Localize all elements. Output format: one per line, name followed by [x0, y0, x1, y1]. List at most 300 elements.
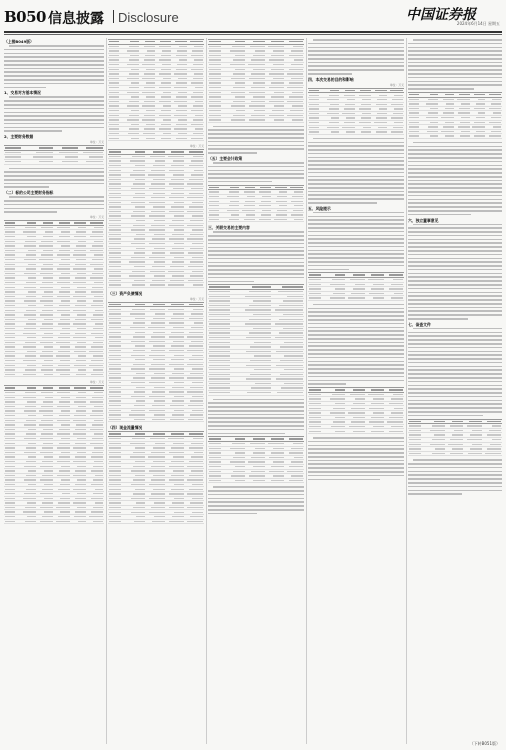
table-cell	[227, 118, 246, 123]
table-cell	[288, 217, 304, 222]
section-heading: （三）资产负债情况	[108, 290, 143, 296]
table-cell	[308, 130, 324, 135]
text-line	[4, 112, 104, 114]
table-cell	[272, 217, 288, 222]
text-line	[208, 173, 304, 175]
text-line	[408, 69, 502, 71]
text-line	[208, 498, 304, 500]
body-paragraph	[4, 45, 104, 88]
text-line	[408, 273, 502, 275]
text-line	[408, 400, 502, 402]
table-cell	[471, 134, 487, 139]
table-row	[308, 296, 404, 301]
text-line	[408, 385, 502, 387]
table-row	[208, 390, 304, 395]
financial-table	[208, 39, 304, 123]
text-line	[408, 195, 502, 197]
text-line	[308, 187, 404, 189]
text-line	[408, 88, 474, 90]
financial-table	[108, 149, 204, 288]
table-row	[308, 429, 404, 434]
column-divider	[306, 38, 307, 744]
financial-table	[4, 385, 104, 524]
text-line	[208, 148, 304, 150]
table-cell	[388, 130, 404, 135]
text-line	[408, 373, 502, 375]
table-cell	[87, 372, 104, 377]
table-cell	[21, 372, 38, 377]
table-row	[4, 159, 104, 164]
text-line	[4, 87, 46, 89]
financial-table	[308, 387, 404, 434]
text-line	[408, 292, 502, 294]
text-line	[308, 47, 404, 49]
text-line	[408, 176, 502, 178]
text-line	[213, 231, 304, 233]
text-line	[308, 145, 404, 147]
text-line	[308, 54, 404, 56]
text-line	[308, 257, 404, 259]
table-cell	[140, 136, 156, 141]
text-line	[4, 123, 104, 125]
table-cell	[172, 136, 188, 141]
table-cell	[108, 136, 124, 141]
text-line	[408, 161, 502, 163]
text-line	[408, 351, 502, 353]
text-line	[408, 396, 502, 398]
text-line	[4, 175, 104, 177]
text-line	[408, 239, 502, 241]
text-line	[408, 318, 468, 320]
unit-note: 单位：万元	[190, 144, 204, 149]
table-cell	[54, 372, 71, 377]
section-heading: （四）现金流量情况	[108, 425, 143, 431]
text-line	[308, 235, 404, 237]
text-line	[413, 142, 502, 144]
table-cell	[71, 519, 88, 524]
text-line	[408, 269, 502, 271]
table-cell	[266, 478, 285, 483]
table-cell	[54, 159, 79, 164]
text-line	[4, 171, 104, 173]
body-paragraph	[308, 437, 404, 480]
text-line	[208, 414, 304, 416]
text-line	[308, 62, 404, 64]
text-line	[408, 246, 502, 248]
text-line	[408, 407, 502, 409]
text-line	[308, 194, 404, 196]
text-line	[308, 364, 404, 366]
text-line	[413, 224, 502, 226]
text-line	[213, 486, 304, 488]
text-line	[208, 262, 304, 264]
text-line	[313, 138, 404, 140]
table-cell	[408, 134, 424, 139]
text-line	[408, 180, 502, 182]
text-line	[308, 198, 404, 200]
text-line	[308, 216, 404, 218]
text-line	[4, 204, 104, 206]
text-line	[208, 145, 304, 147]
section-title: 信息披露	[48, 11, 104, 27]
text-line	[408, 258, 502, 260]
table-cell	[156, 136, 172, 141]
body-paragraph	[408, 39, 502, 90]
text-line	[208, 421, 304, 423]
table-cell	[185, 417, 204, 422]
table-cell	[37, 372, 54, 377]
table-cell	[166, 283, 185, 288]
table-cell	[21, 519, 38, 524]
text-line	[313, 212, 404, 214]
text-line	[408, 343, 502, 345]
text-line	[308, 265, 404, 267]
text-line	[408, 62, 502, 64]
table-cell	[266, 118, 285, 123]
text-line	[4, 60, 104, 62]
text-line	[408, 358, 502, 360]
table-cell	[108, 283, 127, 288]
text-line	[208, 243, 304, 245]
table-cell	[272, 390, 304, 395]
text-line	[208, 501, 304, 503]
text-line	[208, 170, 304, 172]
text-line	[308, 261, 404, 263]
text-line	[208, 181, 272, 183]
text-line	[308, 323, 404, 325]
text-line	[308, 153, 404, 155]
text-line	[308, 253, 404, 255]
table-cell	[366, 296, 385, 301]
text-line	[408, 471, 502, 473]
section-heading: 四、本次交易的目的和影响	[308, 76, 354, 82]
table-cell	[4, 372, 21, 377]
text-line	[208, 494, 304, 496]
text-line	[308, 456, 404, 458]
text-line	[308, 231, 404, 233]
text-line	[408, 58, 502, 60]
text-line	[308, 172, 404, 174]
table-cell	[127, 519, 146, 524]
text-line	[413, 39, 502, 41]
text-line	[408, 187, 502, 189]
text-line	[408, 157, 502, 159]
financial-table	[4, 220, 104, 377]
text-line	[4, 83, 104, 85]
text-line	[408, 47, 502, 49]
article-columns	[4, 38, 502, 744]
table-cell	[427, 451, 446, 456]
text-line	[4, 179, 104, 181]
text-line	[408, 43, 502, 45]
body-paragraph	[4, 196, 104, 213]
text-line	[308, 372, 404, 374]
text-line	[408, 486, 502, 488]
text-line	[308, 441, 404, 443]
section-heading: 五、风险提示	[308, 205, 331, 211]
table-cell	[188, 136, 204, 141]
table-cell	[385, 296, 404, 301]
section-heading: （二）标的公司主要财务指标	[4, 190, 54, 196]
text-line	[4, 100, 104, 102]
text-line	[408, 392, 502, 394]
table-cell	[285, 478, 304, 483]
text-line	[408, 77, 502, 79]
table-cell	[4, 159, 29, 164]
text-line	[408, 339, 502, 341]
text-line	[308, 311, 404, 313]
text-line	[4, 64, 104, 66]
text-line	[408, 206, 502, 208]
text-line	[408, 482, 502, 484]
text-line	[408, 463, 502, 465]
body-paragraph	[208, 486, 304, 514]
table-cell	[424, 134, 440, 139]
text-line	[4, 56, 104, 58]
table-cell	[327, 429, 346, 434]
table-cell	[87, 519, 104, 524]
text-line	[308, 380, 404, 382]
table-cell	[37, 519, 54, 524]
text-line	[208, 281, 254, 283]
text-line	[408, 388, 502, 390]
table-cell	[146, 519, 165, 524]
text-line	[308, 246, 404, 248]
body-paragraph	[408, 328, 502, 417]
page-code: B050	[4, 8, 46, 26]
table-cell	[346, 429, 365, 434]
table-cell	[240, 217, 256, 222]
text-line	[313, 39, 404, 41]
text-line	[4, 130, 62, 132]
text-line	[408, 490, 502, 492]
table-cell	[483, 451, 502, 456]
text-line	[408, 265, 502, 267]
text-line	[208, 410, 304, 412]
text-line	[308, 315, 404, 317]
text-line	[4, 104, 104, 106]
unit-note: 单位：万元	[390, 82, 404, 87]
text-line	[408, 415, 483, 417]
text-line	[308, 223, 404, 225]
body-paragraph	[308, 138, 404, 204]
table-cell	[208, 118, 227, 123]
table-cell	[464, 451, 483, 456]
text-line	[208, 273, 304, 275]
financial-table	[208, 436, 304, 483]
unit-note: 单位：万元	[90, 140, 104, 145]
text-line	[308, 50, 404, 52]
text-line	[208, 265, 304, 267]
financial-table	[308, 272, 404, 301]
body-paragraph	[308, 212, 404, 270]
text-line	[308, 368, 404, 370]
masthead-rule-thin	[4, 34, 502, 35]
text-line	[408, 172, 502, 174]
text-line	[408, 362, 502, 364]
text-line	[308, 353, 404, 355]
table-cell	[54, 519, 71, 524]
text-line	[308, 383, 346, 385]
text-line	[308, 338, 404, 340]
text-line	[308, 479, 380, 481]
financial-table	[208, 284, 304, 395]
text-line	[4, 79, 104, 81]
text-line	[408, 310, 502, 312]
text-line	[208, 141, 304, 143]
text-line	[4, 127, 104, 129]
table-row	[108, 417, 204, 422]
text-line	[308, 164, 404, 166]
text-line	[408, 369, 502, 371]
text-line	[308, 250, 404, 252]
table-cell	[29, 159, 54, 164]
table-cell	[385, 429, 404, 434]
text-line	[408, 191, 502, 193]
text-line	[4, 71, 104, 73]
text-line	[408, 377, 502, 379]
table-cell	[166, 519, 185, 524]
text-line	[408, 235, 502, 237]
text-line	[208, 137, 304, 139]
text-line	[408, 210, 502, 212]
text-line	[208, 235, 304, 237]
text-line	[9, 196, 104, 198]
table-cell	[408, 451, 427, 456]
body-paragraph	[4, 96, 104, 132]
body-paragraph	[208, 126, 304, 154]
text-line	[308, 376, 404, 378]
table-cell	[240, 390, 272, 395]
table-cell	[455, 134, 471, 139]
text-line	[408, 202, 502, 204]
column-5	[408, 38, 502, 744]
text-line	[408, 214, 471, 216]
financial-table	[208, 185, 304, 223]
table-cell	[246, 478, 265, 483]
text-line	[408, 254, 502, 256]
column-divider	[206, 38, 207, 744]
text-line	[408, 411, 502, 413]
text-line	[208, 269, 304, 271]
text-line	[408, 493, 462, 495]
text-line	[4, 208, 104, 210]
financial-table	[308, 88, 404, 135]
table-row	[4, 519, 104, 524]
financial-table	[408, 92, 502, 139]
text-line	[308, 202, 377, 204]
text-line	[408, 303, 502, 305]
table-cell	[208, 217, 224, 222]
text-line	[313, 304, 404, 306]
text-line	[408, 231, 502, 233]
table-cell	[185, 519, 204, 524]
column-2	[108, 38, 204, 744]
text-line	[208, 406, 304, 408]
column-4	[308, 38, 404, 744]
text-line	[408, 165, 502, 167]
table-cell	[227, 478, 246, 483]
body-paragraph	[208, 231, 304, 282]
table-cell	[4, 519, 21, 524]
section-heading: 七、备查文件	[408, 321, 431, 327]
text-line	[408, 347, 502, 349]
table-row	[208, 217, 304, 222]
financial-table	[108, 431, 204, 524]
table-cell	[166, 417, 185, 422]
table-cell	[124, 136, 140, 141]
continued-note: （下转B051版）	[469, 741, 500, 746]
text-line	[308, 69, 404, 71]
text-line	[4, 75, 104, 77]
text-line	[308, 58, 404, 60]
text-line	[308, 157, 404, 159]
table-cell	[308, 296, 327, 301]
table-cell	[366, 429, 385, 434]
masthead-divider	[113, 10, 114, 23]
table-row	[4, 372, 104, 377]
text-line	[408, 50, 502, 52]
text-line	[408, 65, 502, 67]
text-line	[308, 357, 404, 359]
text-line	[308, 345, 404, 347]
text-line	[4, 183, 104, 185]
table-cell	[108, 519, 127, 524]
text-line	[308, 183, 404, 185]
table-cell	[224, 217, 240, 222]
section-heading: 1、交易对方基本情况	[4, 90, 41, 96]
text-line	[308, 463, 404, 465]
text-line	[208, 166, 304, 168]
body-paragraph	[408, 459, 502, 495]
text-line	[9, 96, 104, 98]
body-paragraph	[4, 168, 104, 189]
table-cell	[208, 478, 227, 483]
body-paragraph	[308, 304, 404, 385]
text-line	[4, 49, 104, 51]
text-line	[308, 242, 404, 244]
text-line	[208, 417, 304, 419]
table-row	[108, 283, 204, 288]
table-cell	[346, 296, 365, 301]
masthead-rule	[4, 31, 502, 33]
text-line	[308, 471, 404, 473]
text-line	[208, 402, 304, 404]
unit-note: 单位：万元	[90, 215, 104, 220]
text-line	[4, 211, 57, 213]
text-line	[208, 247, 304, 249]
text-line	[4, 186, 49, 188]
text-line	[208, 250, 304, 252]
text-line	[208, 505, 304, 507]
text-line	[408, 183, 502, 185]
text-line	[308, 327, 404, 329]
text-line	[208, 152, 257, 154]
table-cell	[185, 283, 204, 288]
text-line	[408, 295, 502, 297]
text-line	[408, 168, 502, 170]
text-line	[408, 84, 502, 86]
table-row	[108, 136, 204, 141]
newspaper-logo: 中国证券报	[406, 7, 476, 23]
text-line	[208, 509, 304, 511]
text-line	[308, 168, 404, 170]
text-line	[413, 328, 502, 330]
section-heading: 三、关联交易的主要内容	[208, 225, 250, 231]
text-line	[308, 142, 404, 144]
text-line	[308, 334, 404, 336]
text-line	[213, 162, 304, 164]
